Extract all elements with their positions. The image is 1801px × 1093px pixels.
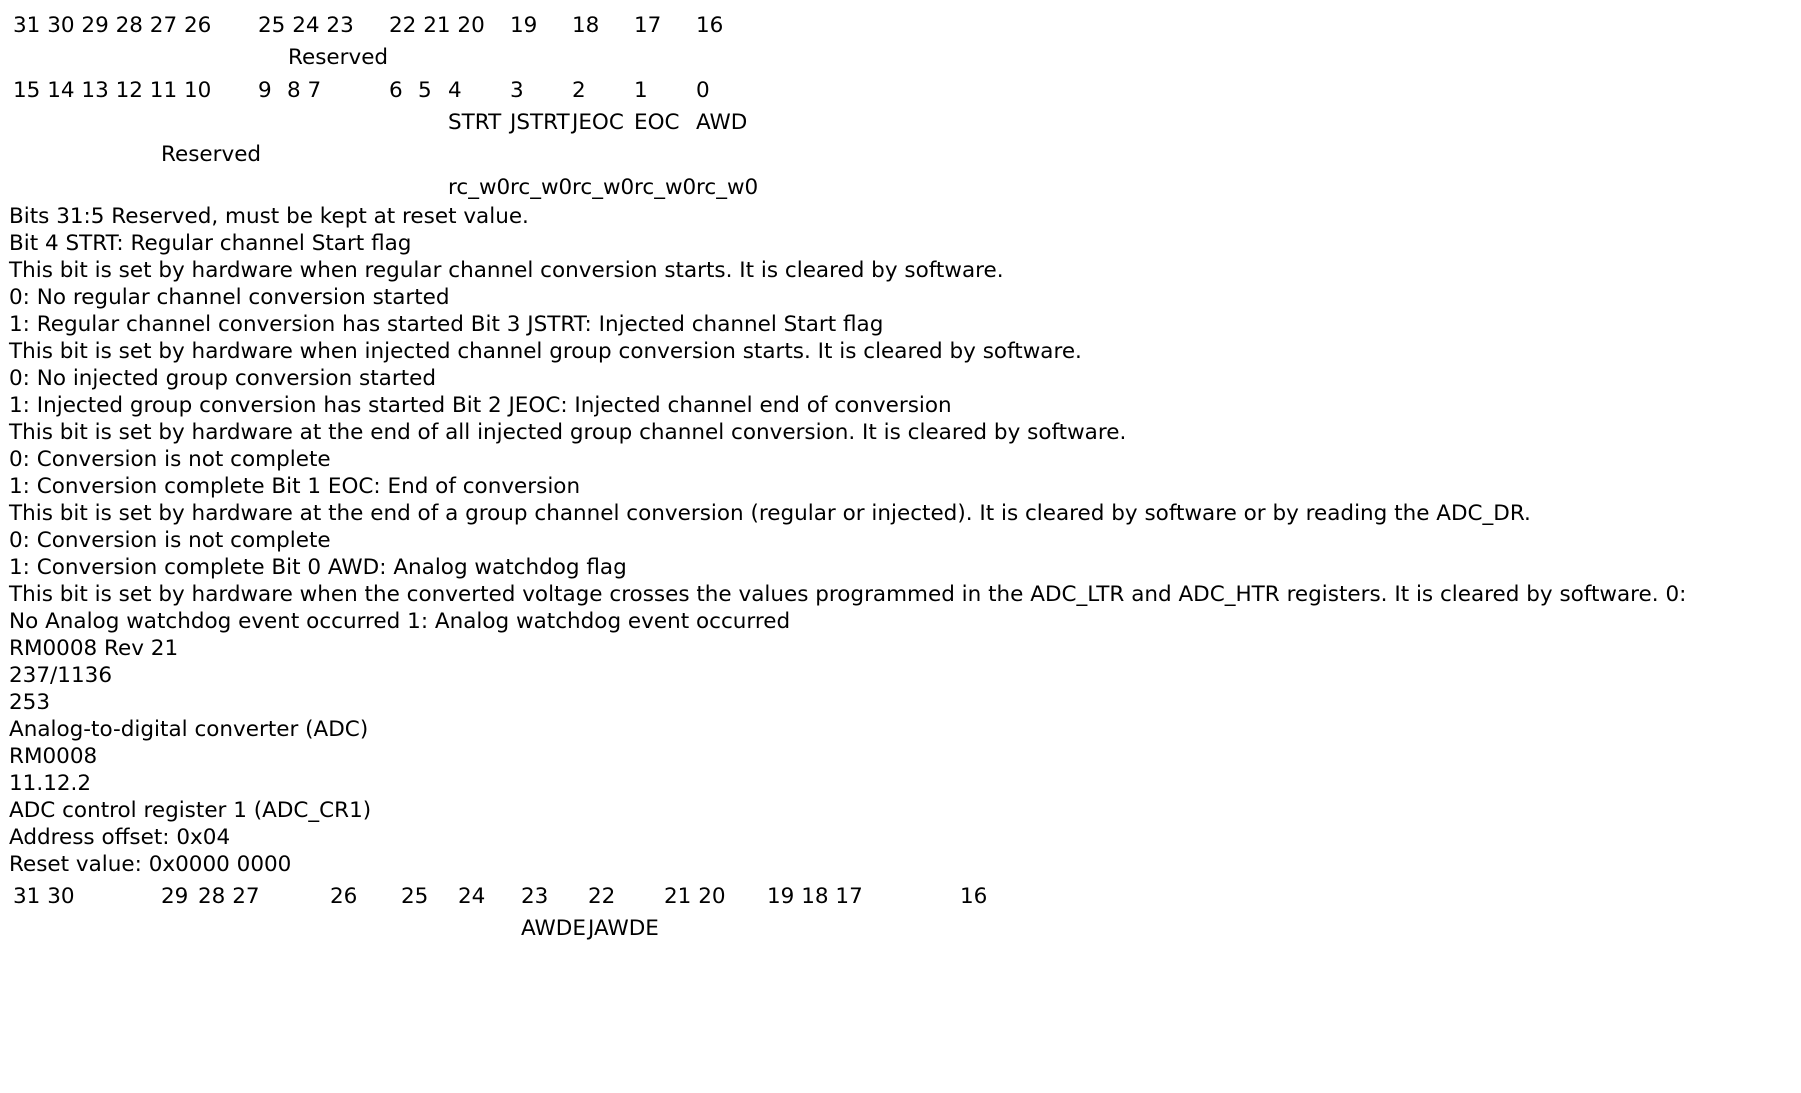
sr-reserved-low: Reserved (161, 142, 262, 167)
description-line: 0: No injected group conversion started (9, 366, 436, 391)
description-line: Bits 31:5 Reserved, must be kept at reset value. (9, 204, 529, 229)
cr1-bit-29: 29 (161, 884, 189, 909)
reset-value: Reset value: 0x0000 0000 (9, 852, 292, 877)
cr1-bit-25: 25 (401, 884, 429, 909)
description-line: This bit is set by hardware when the converted voltage crosses the values programmed in the ADC_LTR and ADC_HTR registers. It is cleared by software. 0: (9, 582, 1687, 607)
cr1-bits-21-20: 21 20 (664, 884, 726, 909)
sr-field-strt: STRT (448, 110, 502, 135)
cr1-bits-28-27: 28 27 (198, 884, 260, 909)
description-line: 1: Conversion complete Bit 0 AWD: Analog watchdog flag (9, 555, 627, 580)
sr-field-awd: AWD (696, 110, 748, 135)
cr1-bits-19-17: 19 18 17 (767, 884, 863, 909)
sr-access-jeoc: rc_w0 (572, 175, 635, 200)
description-line: No Analog watchdog event occurred 1: Analog watchdog event occurred (9, 609, 791, 634)
description-line: This bit is set by hardware at the end of a group channel conversion (regular or injected). It is cleared by software or by reading the ADC_DR. (9, 501, 1531, 526)
sr-bits-31-26: 31 30 29 28 27 26 (13, 13, 212, 38)
description-line: 1: Conversion complete Bit 1 EOC: End of conversion (9, 474, 581, 499)
sr-field-jeoc: JEOC (572, 110, 624, 135)
footer-revision: RM0008 Rev 21 (9, 636, 179, 661)
section-number: 11.12.2 (9, 771, 92, 796)
sr-bit-3: 3 (510, 78, 524, 103)
description-line: Bit 4 STRT: Regular channel Start flag (9, 231, 412, 256)
sr-bit-2: 2 (572, 78, 586, 103)
sr-bit-1: 1 (634, 78, 648, 103)
cr1-bit-24: 24 (458, 884, 486, 909)
sr-field-jstrt: JSTRT (510, 110, 570, 135)
description-line: 0: Conversion is not complete (9, 528, 331, 553)
section-title: ADC control register 1 (ADC_CR1) (9, 798, 372, 823)
address-offset: Address offset: 0x04 (9, 825, 231, 850)
sr-bits-8-7: 8 7 (287, 78, 322, 103)
sr-access-strt: rc_w0 (448, 175, 511, 200)
sr-bit-6: 6 (389, 78, 403, 103)
page-number: 253 (9, 690, 51, 715)
section-header: Analog-to-digital converter (ADC) (9, 717, 369, 742)
cr1-field-awde: AWDE (521, 916, 586, 941)
sr-bits-25-23: 25 24 23 (258, 13, 354, 38)
description-line: 0: Conversion is not complete (9, 447, 331, 472)
description-line: 1: Injected group conversion has started Bit 2 JEOC: Injected channel end of conversion (9, 393, 952, 418)
sr-bit-4: 4 (448, 78, 462, 103)
sr-bit-16: 16 (696, 13, 724, 38)
cr1-bit-22: 22 (588, 884, 616, 909)
doc-id: RM0008 (9, 744, 98, 769)
footer-page-number: 237/1136 (9, 663, 112, 688)
description-line: 1: Regular channel conversion has started Bit 3 JSTRT: Injected channel Start flag (9, 312, 884, 337)
description-line: This bit is set by hardware when regular channel conversion starts. It is cleared by software. (9, 258, 1004, 283)
description-line: This bit is set by hardware at the end of all injected group channel conversion. It is cleared by software. (9, 420, 1127, 445)
sr-bit-9: 9 (258, 78, 272, 103)
sr-access-awd: rc_w0 (696, 175, 759, 200)
sr-access-eoc: rc_w0 (634, 175, 697, 200)
sr-access-jstrt: rc_w0 (510, 175, 573, 200)
cr1-bit-26: 26 (330, 884, 358, 909)
sr-bit-19: 19 (510, 13, 538, 38)
sr-reserved-high: Reserved (288, 45, 389, 70)
cr1-bits-31-30: 31 30 (13, 884, 75, 909)
sr-bit-5: 5 (418, 78, 432, 103)
sr-bits-22-20: 22 21 20 (389, 13, 485, 38)
sr-bit-17: 17 (634, 13, 662, 38)
description-line: 0: No regular channel conversion started (9, 285, 450, 310)
description-line: This bit is set by hardware when injected channel group conversion starts. It is cleared by software. (9, 339, 1082, 364)
cr1-bit-23: 23 (521, 884, 549, 909)
sr-bit-0: 0 (696, 78, 710, 103)
sr-bits-15-10: 15 14 13 12 11 10 (13, 78, 212, 103)
sr-field-eoc: EOC (634, 110, 680, 135)
cr1-bit-16: 16 (960, 884, 988, 909)
sr-bit-18: 18 (572, 13, 600, 38)
cr1-field-jawde: JAWDE (588, 916, 659, 941)
